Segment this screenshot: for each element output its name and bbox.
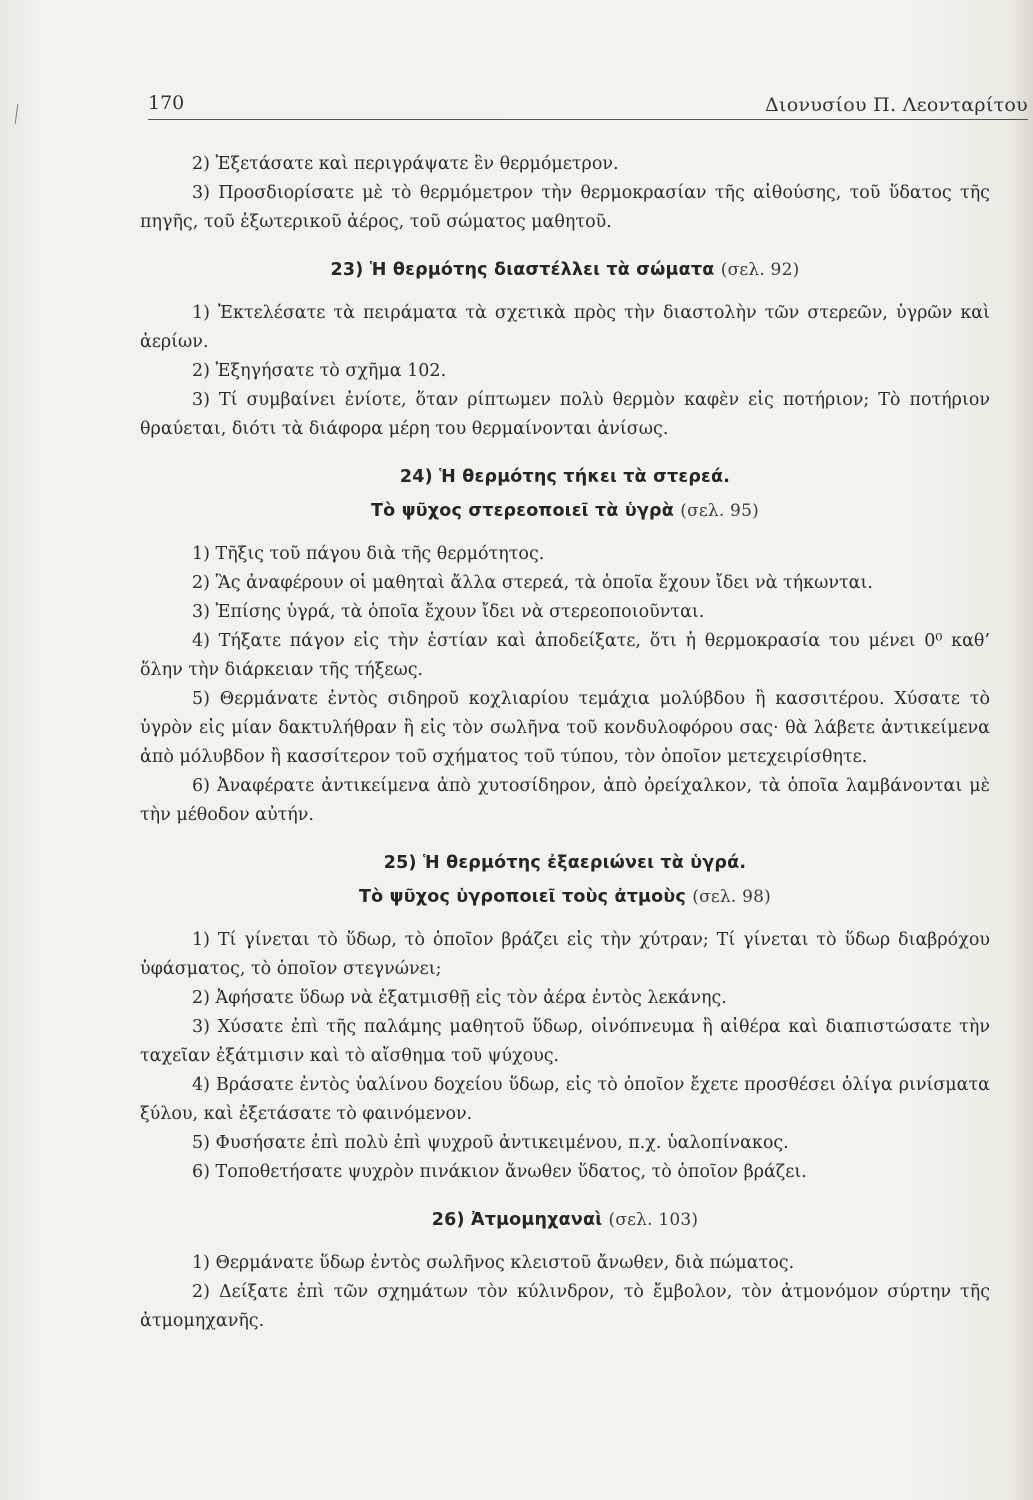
section-heading [140, 460, 990, 494]
section-heading-subtitle [140, 880, 990, 914]
section-heading-title: Τὸ ψῦχος στερεοποιεῖ τὰ ὑγρὰ [371, 501, 674, 521]
exercise-item: 1) Τί γίνεται τὸ ὕδωρ, τὸ ὁποῖον βράζει εἰς τὴν χύτραν; Τί γίνεται τὸ ὕδωρ διαβρόχου ὑφάσματος, τὸ ὁποῖον στεγνώνει; [140, 930, 990, 979]
exercise-item: 3) Χύσατε ἐπὶ τῆς παλάμης μαθητοῦ ὕδωρ, οἰνόπνευμα ἢ αἰθέρα καὶ διαπιστώσατε τὴν ταχεῖαν ἐξάτμισιν καὶ τὸ αἴσθημα τοῦ ψύχους. [140, 1017, 990, 1066]
section-continuation [140, 150, 990, 237]
exercise-item: 2) Δείξατε ἐπὶ τῶν σχημάτων τὸν κύλινδρον, τὸ ἔμβολον, τὸν ἀτμονόμον σύρτην τῆς ἀτμομηχανῆς. [140, 1282, 990, 1331]
exercise-item: 3) Τί συμβαίνει ἐνίοτε, ὅταν ρίπτωμεν πολὺ θερμὸν καφὲν εἰς ποτήριον; Τὸ ποτήριον θραύεται, διότι τὰ διάφορα μέρη του θερμαίνονται ἀνίσως. [140, 390, 990, 439]
exercise-item: 1) Θερμάνατε ὕδωρ ἐντὸς σωλῆνος κλειστοῦ ἄνωθεν, διὰ πώματος. [192, 1253, 795, 1273]
exercise-item: 2) Ἀφήσατε ὕδωρ νὰ ἐξατμισθῇ εἰς τὸν ἀέρα ἐντὸς λεκάνης. [192, 988, 727, 1008]
section-heading-title: 24) Ἡ θερμότης τήκει τὰ στερεά. [399, 467, 731, 487]
exercise-item: 3) Ἐπίσης ὑγρά, τὰ ὁποῖα ἔχουν ἴδει νὰ στερεοποιοῦνται. [192, 602, 705, 622]
section-heading-title: 25) Ἡ θερμότης ἐξαεριώνει τὰ ὑγρά. [383, 853, 747, 873]
section-heading-title: 23) Ἡ θερμότης διαστέλλει τὰ σώματα [330, 260, 715, 280]
exercise-item: 6) Τοποθετήσατε ψυχρὸν πινάκιον ἄνωθεν ὕδατος, τὸ ὁποῖον βράζει. [192, 1162, 807, 1182]
exercise-item: 2) Ἐξετάσατε καὶ περιγράψατε ἓν θερμόμετρον. [192, 154, 619, 174]
exercise-item: 5) Φυσήσατε ἐπὶ πολὺ ἐπὶ ψυχροῦ ἀντικειμένου, π.χ. ὑαλοπίνακος. [192, 1133, 789, 1153]
exercise-item: 2) Ἂς ἀναφέρουν οἱ μαθηταὶ ἄλλα στερεά, τὰ ὁποῖα ἔχουν ἴδει νὰ τήκωνται. [192, 573, 873, 593]
exercise-item: 5) Θερμάνατε ἐντὸς σιδηροῦ κοχλιαρίου τεμάχια μολύβδου ἢ κασσιτέρου. Χύσατε τὸ ὑγρὸν εἰς μίαν δακτυλήθραν ἢ εἰς τὸν σωλῆνα τοῦ κονδυλοφόρου σας· θὰ λάβετε ἀντικείμενα ἀπὸ μόλυβδον ἢ κασσίτερον τοῦ σχήματος τοῦ τύπου, τὸν ὁποῖον μετεχειρίσθητε. [140, 689, 990, 767]
section-heading-title: Τὸ ψῦχος ὑγροποιεῖ τοὺς ἀτμοὺς [359, 887, 686, 907]
section-heading [140, 253, 990, 287]
page-reference: (σελ. 95) [680, 501, 759, 521]
exercise-item: 1) Ἐκτελέσατε τὰ πειράματα τὰ σχετικὰ πρὸς τὴν διαστολὴν τῶν στερεῶν, ὑγρῶν καὶ ἀερίων. [140, 303, 990, 352]
header-rule [148, 119, 1028, 120]
page-reference: (σελ. 103) [608, 1210, 699, 1230]
exercise-item: 1) Τῆξις τοῦ πάγου διὰ τῆς θερμότητος. [192, 544, 545, 564]
section-23 [140, 253, 990, 444]
margin-pencil-mark [15, 104, 19, 124]
section-24 [140, 460, 990, 830]
exercise-item: 6) Ἀναφέρατε ἀντικείμενα ἀπὸ χυτοσίδηρον, ἀπὸ ὀρείχαλκον, τὰ ὁποῖα λαμβάνονται μὲ τὴν μέθοδον αὐτήν. [140, 776, 990, 825]
section-heading-title: 26) Ἀτμομηχαναὶ [431, 1210, 603, 1230]
section-heading [140, 1203, 990, 1237]
section-heading [140, 846, 990, 880]
section-25 [140, 846, 990, 1187]
exercise-item: 2) Ἐξηγήσατε τὸ σχῆμα 102. [192, 361, 447, 381]
section-heading-subtitle [140, 494, 990, 528]
page-reference: (σελ. 98) [692, 887, 771, 907]
section-26 [140, 1203, 990, 1336]
exercise-item: 3) Προσδιορίσατε μὲ τὸ θερμόμετρον τὴν θερμοκρασίαν τῆς αἰθούσης, τοῦ ὕδατος τῆς πηγῆς, τοῦ ἐξωτερικοῦ ἀέρος, τοῦ σώματος μαθητοῦ. [140, 183, 990, 232]
page-body [140, 150, 990, 1336]
exercise-item: 4) Τήξατε πάγον εἰς τὴν ἑστίαν καὶ ἀποδείξατε, ὅτι ἡ θερμοκρασία του μένει 0⁰ καθ’ ὅλην τὴν διάρκειαν τῆς τήξεως. [140, 631, 990, 680]
page-reference: (σελ. 92) [720, 260, 800, 280]
page-header [148, 92, 1028, 122]
page-number: 170 [148, 92, 185, 114]
exercise-item: 4) Βράσατε ἐντὸς ὑαλίνου δοχείου ὕδωρ, εἰς τὸ ὁποῖον ἔχετε προσθέσει ὀλίγα ρινίσματα ξύλου, καὶ ἐξετάσατε τὸ φαινόμενον. [140, 1075, 990, 1124]
running-head-author: Διονυσίου Π. Λεονταρίτου [764, 94, 1028, 116]
